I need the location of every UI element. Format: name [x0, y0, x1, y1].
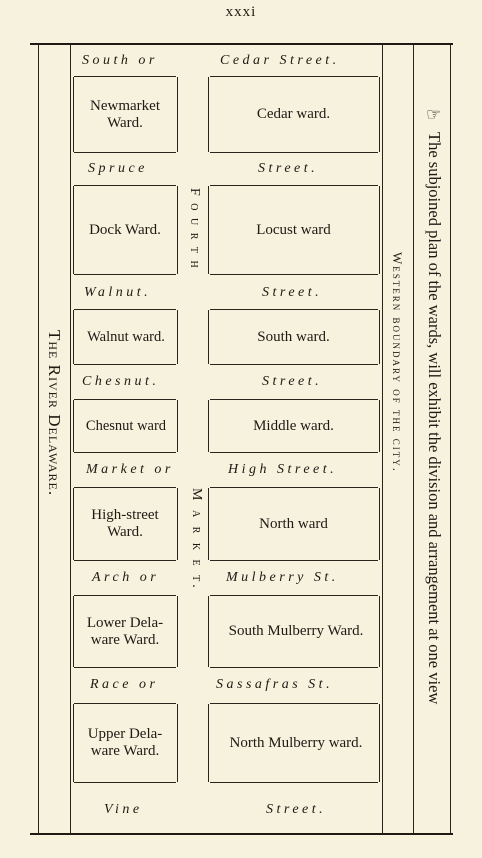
street-label-right: Street.: [258, 161, 319, 176]
market-street-label: M a r k e t.: [189, 488, 204, 591]
street-rule: [210, 782, 378, 783]
ward-label: Dock Ward.: [89, 221, 161, 238]
street-label-left: Arch or: [92, 570, 160, 585]
west-boundary-label: Western boundary of the city.: [390, 252, 405, 474]
street-label-right: High Street.: [228, 462, 338, 477]
table-top-border: [30, 43, 453, 45]
map-right-rule: [382, 45, 383, 833]
street-label-right: Street.: [262, 285, 323, 300]
street-rule: [74, 560, 176, 561]
ward-label: Chesnut ward: [85, 417, 167, 434]
street-label-left: Chesnut.: [82, 374, 160, 389]
street-label-left: Spruce: [88, 161, 148, 176]
ward-label: Walnut ward.: [87, 328, 165, 345]
street-rule: [74, 364, 176, 365]
ward-label: Middle ward.: [253, 417, 334, 434]
table-bottom-border: [30, 833, 453, 835]
river-label: The River Delaware.: [45, 330, 64, 497]
street-label-left: Walnut.: [84, 285, 152, 300]
ward-label: Locust ward: [256, 221, 331, 238]
street-label-right: Cedar Street.: [220, 53, 340, 68]
street-rule: [210, 452, 378, 453]
boundary-column-right-rule: [413, 45, 414, 833]
street-rule: [210, 560, 378, 561]
street-rule: [210, 274, 378, 275]
street-label-right: Street.: [266, 802, 327, 817]
street-rule: [210, 667, 378, 668]
ward-label: Newmarket Ward.: [90, 97, 160, 131]
ward-label: South ward.: [257, 328, 330, 345]
street-label-right: Street.: [262, 374, 323, 389]
street-label-right: Sassafras St.: [216, 677, 334, 692]
street-label-right: Mulberry St.: [226, 570, 339, 585]
street-rule: [74, 667, 176, 668]
street-label-left: Vine: [104, 802, 143, 817]
street-rule: [74, 152, 176, 153]
street-rule: [74, 782, 176, 783]
ward-label: Cedar ward.: [256, 106, 331, 122]
ward-label: North Mulberry ward.: [229, 734, 363, 751]
ward-label: High-street Ward.: [91, 507, 159, 540]
ward-label: North ward: [259, 515, 328, 532]
street-label-left: Market or: [86, 462, 174, 477]
street-label-left: South or: [82, 53, 158, 68]
river-column-left-rule: [38, 45, 39, 833]
street-rule: [210, 152, 378, 153]
street-label-left: Race or: [90, 677, 159, 692]
map-left-rule: [70, 45, 71, 833]
fourth-street-label: F o u r t h: [187, 188, 202, 270]
note-column-right-rule: [450, 45, 451, 833]
ward-label: Upper Dela-ware Ward.: [87, 726, 163, 759]
ward-label: Lower Dela-ware Ward.: [86, 614, 164, 648]
pointing-hand-icon: ☞: [426, 105, 442, 124]
street-rule: [210, 364, 378, 365]
street-rule: [74, 274, 176, 275]
note-text: The subjoined plan of the wards, will exhibit the division and arrangement at one view: [425, 132, 444, 705]
street-rule: [74, 452, 176, 453]
page-number: xxxi: [225, 4, 257, 20]
ward-label: South Mulberry Ward.: [228, 623, 364, 639]
